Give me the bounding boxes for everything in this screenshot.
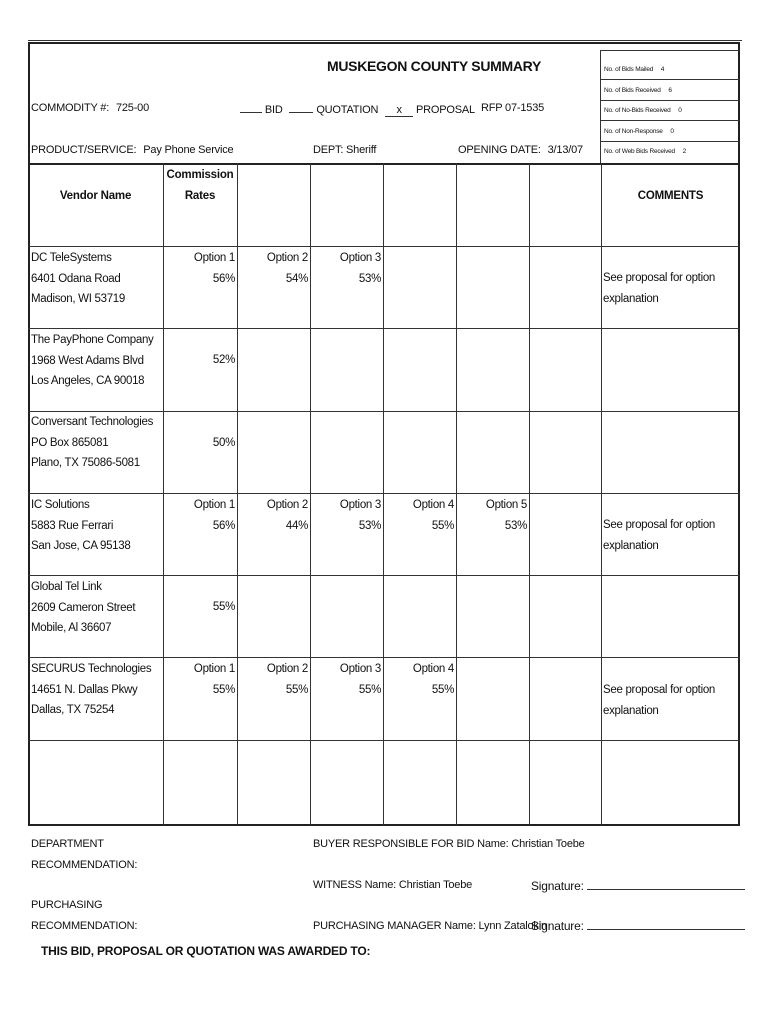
row-rule (28, 493, 740, 494)
vendor-city: Los Angeles, CA 90018 (31, 375, 145, 387)
stat-value: 0 (670, 128, 674, 135)
purchasing-label-1: PURCHASING (31, 899, 103, 911)
option-cell (383, 495, 454, 536)
stats-rule (600, 50, 740, 51)
rfp-number: RFP 07-1535 (481, 102, 545, 114)
comment-text: See proposal for option (603, 519, 716, 531)
stat-web-bids (604, 148, 686, 155)
purchasing-label-2: RECOMMENDATION: (31, 920, 138, 932)
vendor-cell (31, 248, 125, 310)
option-label: Option 3 (339, 663, 381, 675)
table-top-rule (28, 163, 740, 165)
option-cell (310, 495, 381, 536)
stat-value: 6 (668, 87, 672, 94)
witness-name: WITNESS Name: Christian Toebe (313, 879, 473, 891)
vendor-address: 2609 Cameron Street (31, 601, 136, 614)
option-rate: 55% (212, 683, 235, 696)
option-label: Option 2 (266, 663, 308, 675)
manager-signature (531, 918, 745, 933)
proposal-mark: x (385, 104, 413, 117)
vendor-city: Madison, WI 53719 (31, 293, 125, 305)
comment-text: explanation (603, 539, 659, 552)
stat-value: 2 (682, 148, 686, 155)
vendor-name-header: Vendor Name (59, 190, 132, 202)
stat-bids-received (604, 87, 672, 94)
bid-blank (240, 102, 262, 113)
option-label: Option 1 (193, 663, 235, 675)
comments-header: COMMENTS (637, 190, 704, 202)
option-rate: 53% (358, 519, 381, 532)
stat-value: 4 (660, 66, 665, 73)
col-rule (383, 163, 384, 825)
comment-cell (603, 515, 715, 556)
quotation-label: QUOTATION (316, 104, 379, 116)
vendor-name: SECURUS Technologies (31, 663, 152, 675)
top-rule (28, 40, 742, 41)
comment-text: See proposal for option (603, 684, 716, 696)
vendor-cell (31, 577, 135, 639)
quotation-blank (289, 102, 313, 113)
proposal-label: PROPOSAL (416, 104, 475, 116)
bid-label: BID (264, 104, 283, 116)
option-label: Option 3 (339, 252, 381, 264)
col-rule (601, 163, 602, 825)
dept-recommendation-label-1: DEPARTMENT (31, 838, 104, 850)
stats-rule (600, 100, 740, 101)
purchasing-manager: PURCHASING MANAGER Name: Lynn Zatalokin (313, 920, 547, 932)
opening-value: 3/13/07 (547, 144, 583, 156)
option-cell (163, 659, 235, 700)
row-rule (28, 246, 740, 247)
rate-cell: 55% (212, 601, 235, 613)
option-label: Option 3 (339, 499, 381, 511)
option-cell (163, 248, 235, 289)
vendor-name: IC Solutions (31, 499, 90, 511)
option-label: Option 1 (193, 499, 235, 511)
option-cell (163, 495, 235, 536)
row-rule (28, 740, 740, 741)
comment-cell (603, 680, 715, 721)
rate-cell: 50% (212, 437, 235, 449)
vendor-name: Conversant Technologies (31, 416, 154, 428)
option-rate: 55% (358, 683, 381, 696)
option-cell (237, 495, 308, 536)
vendor-cell (31, 659, 151, 721)
option-rate: 55% (431, 683, 454, 696)
option-cell (310, 248, 381, 289)
option-label: Option 4 (412, 499, 454, 511)
opening-label: OPENING DATE: (458, 144, 541, 156)
stats-divider (600, 50, 601, 163)
rate-cell: 52% (212, 354, 235, 366)
option-label: Option 4 (412, 663, 454, 675)
vendor-cell (31, 330, 154, 392)
rates-header: Rates (184, 190, 216, 202)
dept: DEPT: Sheriff (313, 144, 377, 156)
product-label: PRODUCT/SERVICE: (31, 144, 137, 156)
stat-non-response (604, 128, 674, 135)
option-rate: 56% (212, 519, 235, 532)
option-cell (456, 495, 527, 536)
option-label: Option 1 (193, 252, 235, 264)
row-rule (28, 328, 740, 329)
witness-signature-line[interactable] (587, 878, 745, 890)
row-rule (28, 657, 740, 658)
vendor-name: Global Tel Link (31, 581, 102, 593)
vendor-city: San Jose, CA 95138 (31, 540, 131, 552)
comment-text: explanation (603, 704, 659, 717)
option-rate: 53% (358, 272, 381, 285)
stats-rule (600, 79, 740, 80)
stat-bids-mailed (604, 66, 664, 73)
option-cell (237, 248, 308, 289)
vendor-city: Dallas, TX 75254 (31, 704, 115, 716)
option-label: Option 2 (266, 252, 308, 264)
stat-no-bids (604, 107, 682, 114)
product-value: Pay Phone Service (143, 144, 234, 156)
vendor-address: 1968 West Adams Blvd (31, 354, 144, 367)
manager-signature-line[interactable] (587, 918, 745, 930)
stat-value: 0 (678, 107, 682, 114)
comment-cell (603, 268, 715, 309)
stat-label: No. of Bids Received (604, 87, 661, 94)
stat-label: No. of Web Bids Received (604, 148, 675, 155)
option-label: Option 5 (485, 499, 527, 511)
commodity-value: 725-00 (115, 102, 149, 114)
option-rate: 55% (431, 519, 454, 532)
option-cell (310, 659, 381, 700)
vendor-city: Mobile, Al 36607 (31, 622, 112, 634)
stat-label: No. of Bids Mailed (604, 66, 654, 73)
vendor-cell (31, 495, 130, 557)
vendor-address: 6401 Odana Road (31, 272, 121, 285)
option-cell (383, 659, 454, 700)
dept-recommendation-label-2: RECOMMENDATION: (31, 859, 138, 871)
page-title: MUSKEGON COUNTY SUMMARY (327, 58, 541, 74)
signature-label: Signature: (531, 879, 584, 893)
vendor-name: DC TeleSystems (31, 252, 112, 264)
comment-text: See proposal for option (603, 272, 716, 284)
vendor-name: The PayPhone Company (31, 334, 154, 346)
stats-rule (600, 120, 740, 121)
vendor-cell (31, 412, 153, 474)
comment-text: explanation (603, 292, 659, 305)
option-cell (237, 659, 308, 700)
commission-header: Commission (166, 169, 234, 181)
opening-date (458, 144, 583, 156)
signature-label: Signature: (531, 919, 584, 933)
option-label: Option 2 (266, 499, 308, 511)
vendor-city: Plano, TX 75086-5081 (31, 457, 140, 469)
vendor-address: 14651 N. Dallas Pkwy (31, 683, 138, 696)
option-rate: 55% (285, 683, 308, 696)
col-rule (529, 163, 530, 825)
option-rate: 56% (212, 272, 235, 285)
row-rule (28, 575, 740, 576)
option-rate: 44% (285, 519, 308, 532)
stat-label: No. of Non-Response (604, 128, 663, 135)
awarded-to-label: THIS BID, PROPOSAL OR QUOTATION WAS AWARDED TO: (41, 944, 371, 958)
vendor-address: 5883 Rue Ferrari (31, 519, 114, 532)
col-rule (456, 163, 457, 825)
commodity-line (31, 102, 149, 114)
bid-type-line (240, 102, 475, 117)
stats-rule (600, 141, 740, 142)
option-rate: 54% (285, 272, 308, 285)
option-rate: 53% (504, 519, 527, 532)
product-line (31, 144, 233, 156)
buyer-responsible: BUYER RESPONSIBLE FOR BID Name: Christian Toebe (313, 838, 585, 850)
stat-label: No. of No-Bids Received (604, 107, 671, 114)
commodity-label: COMMODITY #: (31, 102, 110, 114)
vendor-address: PO Box 865081 (31, 436, 109, 449)
witness-signature (531, 878, 745, 893)
